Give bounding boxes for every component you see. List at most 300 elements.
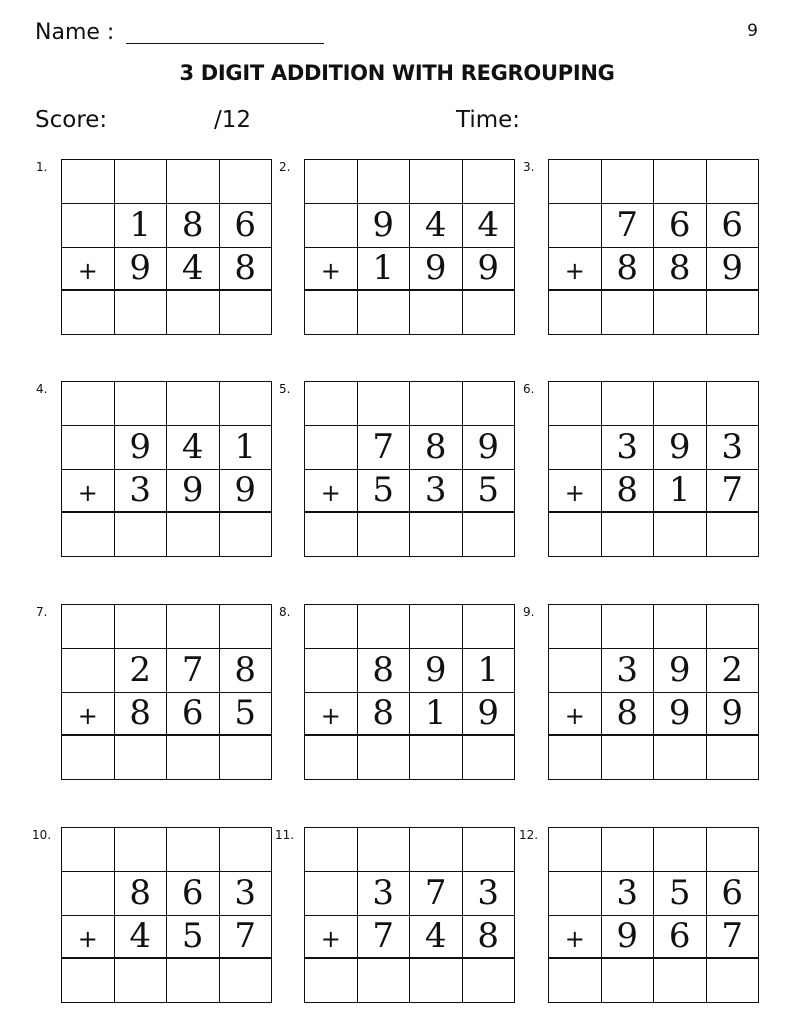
bottom-addend-digit: 7 (234, 916, 257, 957)
addend-top-cell (62, 649, 115, 693)
addend-top-cell (410, 649, 463, 693)
bottom-addend-digit: 8 (372, 693, 395, 734)
addition-problem-grid (61, 159, 272, 335)
addend-bottom-cell (707, 916, 760, 960)
answer-box[interactable] (167, 513, 220, 557)
addend-top-cell (410, 872, 463, 916)
addend-bottom-cell (167, 470, 220, 514)
addend-bottom-cell (410, 470, 463, 514)
addend-top-cell (463, 426, 516, 470)
carry-box[interactable] (463, 160, 516, 204)
addend-bottom-cell (654, 916, 707, 960)
addend-top-cell (358, 426, 411, 470)
addend-top-cell (410, 204, 463, 248)
top-addend-digit: 7 (616, 205, 639, 246)
addend-top-cell (115, 649, 168, 693)
carry-box[interactable] (463, 382, 516, 426)
addend-bottom-cell (707, 470, 760, 514)
addition-problem-grid (548, 381, 759, 557)
answer-box[interactable] (602, 959, 655, 1003)
carry-box[interactable] (167, 160, 220, 204)
problem-number: 12. (519, 828, 539, 842)
top-addend-digit: 3 (616, 650, 639, 691)
addition-problem-grid (304, 159, 515, 335)
answer-box[interactable] (115, 736, 168, 780)
carry-box[interactable] (602, 605, 655, 649)
addend-top-cell (707, 872, 760, 916)
addition-problem-grid (61, 827, 272, 1003)
answer-box[interactable] (167, 736, 220, 780)
top-addend-digit: 7 (372, 427, 395, 468)
top-addend-digit: 6 (234, 205, 257, 246)
addend-top-cell (358, 872, 411, 916)
plus-sign: + (564, 257, 585, 286)
bottom-addend-digit: 7 (372, 916, 395, 957)
problem-number: 8. (279, 605, 291, 619)
addend-top-cell (115, 426, 168, 470)
addend-bottom-cell (62, 916, 115, 960)
bottom-addend-digit: 7 (721, 916, 744, 957)
problem-number: 10. (32, 828, 52, 842)
addition-problem-grid (304, 827, 515, 1003)
carry-box[interactable] (305, 160, 358, 204)
answer-box[interactable] (602, 513, 655, 557)
problem-number: 7. (36, 605, 48, 619)
top-addend-digit: 9 (424, 650, 447, 691)
addend-bottom-cell (220, 248, 273, 292)
answer-box[interactable] (358, 291, 411, 335)
top-addend-digit: 8 (234, 650, 257, 691)
top-addend-digit: 3 (234, 873, 257, 914)
bottom-addend-digit: 4 (181, 248, 204, 289)
addend-top-cell (167, 649, 220, 693)
carry-box[interactable] (62, 828, 115, 872)
addend-top-cell (463, 649, 516, 693)
addend-top-cell (115, 872, 168, 916)
answer-box[interactable] (602, 736, 655, 780)
problem-number: 6. (523, 382, 535, 396)
addend-top-cell (654, 649, 707, 693)
addend-bottom-cell (115, 470, 168, 514)
carry-box[interactable] (463, 605, 516, 649)
addend-bottom-cell (410, 693, 463, 737)
carry-box[interactable] (358, 828, 411, 872)
answer-box[interactable] (358, 959, 411, 1003)
top-addend-digit: 7 (424, 873, 447, 914)
answer-box[interactable] (549, 959, 602, 1003)
addend-bottom-cell (654, 693, 707, 737)
addend-bottom-cell (654, 470, 707, 514)
addend-bottom-cell (463, 248, 516, 292)
addend-bottom-cell (62, 693, 115, 737)
answer-box[interactable] (305, 736, 358, 780)
addend-bottom-cell (549, 248, 602, 292)
addend-top-cell (654, 872, 707, 916)
bottom-addend-digit: 5 (372, 470, 395, 511)
carry-box[interactable] (654, 605, 707, 649)
addend-top-cell (305, 872, 358, 916)
plus-sign: + (77, 925, 98, 954)
addend-bottom-cell (167, 693, 220, 737)
top-addend-digit: 9 (668, 427, 691, 468)
addend-bottom-cell (305, 470, 358, 514)
carry-box[interactable] (549, 828, 602, 872)
top-addend-digit: 7 (181, 650, 204, 691)
addend-bottom-cell (549, 916, 602, 960)
top-addend-digit: 9 (129, 427, 152, 468)
addend-top-cell (463, 204, 516, 248)
top-addend-digit: 3 (616, 873, 639, 914)
carry-box[interactable] (654, 382, 707, 426)
answer-box[interactable] (115, 959, 168, 1003)
worksheet-title: 3 DIGIT ADDITION WITH REGROUPING (179, 61, 615, 85)
addend-bottom-cell (167, 916, 220, 960)
addend-top-cell (654, 426, 707, 470)
addend-bottom-cell (220, 470, 273, 514)
addend-top-cell (410, 426, 463, 470)
addition-problem-grid (304, 604, 515, 780)
bottom-addend-digit: 1 (424, 693, 447, 734)
bottom-addend-digit: 9 (477, 693, 500, 734)
plus-sign: + (320, 925, 341, 954)
answer-box[interactable] (463, 513, 516, 557)
answer-box[interactable] (358, 736, 411, 780)
addend-bottom-cell (463, 693, 516, 737)
plus-sign: + (320, 479, 341, 508)
addend-top-cell (602, 204, 655, 248)
addend-top-cell (549, 872, 602, 916)
bottom-addend-digit: 8 (616, 693, 639, 734)
addend-top-cell (654, 204, 707, 248)
plus-sign: + (320, 257, 341, 286)
name-label: Name : (35, 20, 115, 45)
addend-bottom-cell (62, 248, 115, 292)
addend-bottom-cell (62, 470, 115, 514)
carry-box[interactable] (549, 605, 602, 649)
time-label: Time: (456, 107, 521, 133)
bottom-addend-digit: 8 (129, 693, 152, 734)
bottom-addend-digit: 5 (181, 916, 204, 957)
plus-sign: + (77, 702, 98, 731)
carry-box[interactable] (410, 160, 463, 204)
carry-box[interactable] (707, 605, 760, 649)
carry-box[interactable] (115, 382, 168, 426)
bottom-addend-digit: 9 (181, 470, 204, 511)
carry-box[interactable] (305, 382, 358, 426)
top-addend-digit: 3 (372, 873, 395, 914)
addend-top-cell (62, 872, 115, 916)
carry-box[interactable] (167, 382, 220, 426)
answer-box[interactable] (654, 513, 707, 557)
answer-box[interactable] (410, 513, 463, 557)
problem-number: 3. (523, 160, 535, 174)
answer-box[interactable] (410, 736, 463, 780)
top-addend-digit: 9 (477, 427, 500, 468)
bottom-addend-digit: 7 (721, 470, 744, 511)
carry-box[interactable] (654, 828, 707, 872)
addition-problem-grid (61, 381, 272, 557)
carry-box[interactable] (115, 605, 168, 649)
top-addend-digit: 1 (129, 205, 152, 246)
carry-box[interactable] (410, 828, 463, 872)
problem-number: 9. (523, 605, 535, 619)
addend-bottom-cell (305, 916, 358, 960)
score-label: Score: (35, 107, 108, 133)
carry-box[interactable] (707, 828, 760, 872)
page-number: 9 (747, 21, 758, 41)
addend-top-cell (549, 649, 602, 693)
plus-sign: + (564, 702, 585, 731)
addend-top-cell (358, 649, 411, 693)
answer-box[interactable] (62, 736, 115, 780)
carry-box[interactable] (549, 160, 602, 204)
addend-top-cell (62, 426, 115, 470)
addend-bottom-cell (358, 470, 411, 514)
addend-bottom-cell (115, 248, 168, 292)
top-addend-digit: 3 (721, 427, 744, 468)
bottom-addend-digit: 5 (477, 470, 500, 511)
top-addend-digit: 1 (477, 650, 500, 691)
plus-sign: + (564, 925, 585, 954)
addend-top-cell (707, 426, 760, 470)
carry-box[interactable] (358, 605, 411, 649)
bottom-addend-digit: 9 (668, 693, 691, 734)
addition-problem-grid (548, 604, 759, 780)
addend-top-cell (358, 204, 411, 248)
carry-box[interactable] (707, 382, 760, 426)
plus-sign: + (77, 479, 98, 508)
addend-top-cell (305, 426, 358, 470)
answer-box[interactable] (654, 736, 707, 780)
carry-box[interactable] (305, 605, 358, 649)
bottom-addend-digit: 8 (668, 248, 691, 289)
addend-top-cell (707, 204, 760, 248)
addend-bottom-cell (602, 470, 655, 514)
addend-bottom-cell (358, 248, 411, 292)
addend-bottom-cell (115, 693, 168, 737)
answer-box[interactable] (549, 513, 602, 557)
addend-bottom-cell (220, 916, 273, 960)
top-addend-digit: 5 (668, 873, 691, 914)
answer-box[interactable] (707, 736, 760, 780)
addend-top-cell (62, 204, 115, 248)
addend-top-cell (549, 426, 602, 470)
name-blank-line[interactable] (126, 43, 324, 44)
top-addend-digit: 8 (424, 427, 447, 468)
addend-top-cell (220, 426, 273, 470)
addend-top-cell (305, 204, 358, 248)
carry-box[interactable] (62, 382, 115, 426)
addend-bottom-cell (463, 470, 516, 514)
plus-sign: + (77, 257, 98, 286)
addend-bottom-cell (602, 693, 655, 737)
bottom-addend-digit: 4 (424, 916, 447, 957)
addend-bottom-cell (358, 916, 411, 960)
addend-bottom-cell (305, 248, 358, 292)
carry-box[interactable] (305, 828, 358, 872)
addend-top-cell (707, 649, 760, 693)
addend-bottom-cell (115, 916, 168, 960)
answer-box[interactable] (62, 959, 115, 1003)
carry-box[interactable] (358, 382, 411, 426)
top-addend-digit: 8 (129, 873, 152, 914)
carry-box[interactable] (115, 828, 168, 872)
bottom-addend-digit: 1 (372, 248, 395, 289)
carry-box[interactable] (602, 382, 655, 426)
bottom-addend-digit: 8 (234, 248, 257, 289)
top-addend-digit: 2 (721, 650, 744, 691)
carry-box[interactable] (410, 605, 463, 649)
addend-top-cell (167, 426, 220, 470)
addend-bottom-cell (707, 693, 760, 737)
problem-number: 4. (36, 382, 48, 396)
bottom-addend-digit: 5 (234, 693, 257, 734)
score-total: /12 (214, 107, 252, 133)
addend-top-cell (602, 649, 655, 693)
answer-box[interactable] (549, 291, 602, 335)
top-addend-digit: 2 (129, 650, 152, 691)
addition-problem-grid (548, 827, 759, 1003)
addend-bottom-cell (358, 693, 411, 737)
top-addend-digit: 6 (721, 205, 744, 246)
answer-box[interactable] (305, 291, 358, 335)
answer-box[interactable] (707, 291, 760, 335)
addend-bottom-cell (410, 248, 463, 292)
carry-box[interactable] (549, 382, 602, 426)
answer-box[interactable] (654, 291, 707, 335)
problem-number: 1. (36, 160, 48, 174)
addend-bottom-cell (305, 693, 358, 737)
carry-box[interactable] (707, 160, 760, 204)
answer-box[interactable] (707, 959, 760, 1003)
addend-top-cell (167, 872, 220, 916)
answer-box[interactable] (707, 513, 760, 557)
addition-problem-grid (304, 381, 515, 557)
carry-box[interactable] (62, 160, 115, 204)
top-addend-digit: 1 (234, 427, 257, 468)
carry-box[interactable] (220, 382, 273, 426)
addend-bottom-cell (549, 470, 602, 514)
answer-box[interactable] (358, 513, 411, 557)
bottom-addend-digit: 8 (477, 916, 500, 957)
answer-box[interactable] (602, 291, 655, 335)
addend-bottom-cell (410, 916, 463, 960)
addend-top-cell (305, 649, 358, 693)
top-addend-digit: 9 (372, 205, 395, 246)
answer-box[interactable] (410, 959, 463, 1003)
bottom-addend-digit: 9 (721, 248, 744, 289)
addend-top-cell (220, 872, 273, 916)
bottom-addend-digit: 9 (424, 248, 447, 289)
carry-box[interactable] (463, 828, 516, 872)
bottom-addend-digit: 9 (477, 248, 500, 289)
carry-box[interactable] (62, 605, 115, 649)
carry-box[interactable] (115, 160, 168, 204)
addend-top-cell (167, 204, 220, 248)
bottom-addend-digit: 3 (424, 470, 447, 511)
answer-box[interactable] (220, 291, 273, 335)
answer-box[interactable] (62, 513, 115, 557)
answer-box[interactable] (463, 959, 516, 1003)
answer-box[interactable] (220, 959, 273, 1003)
problem-number: 11. (275, 828, 295, 842)
top-addend-digit: 6 (181, 873, 204, 914)
answer-box[interactable] (62, 291, 115, 335)
addend-bottom-cell (549, 693, 602, 737)
bottom-addend-digit: 4 (129, 916, 152, 957)
addend-bottom-cell (167, 248, 220, 292)
top-addend-digit: 9 (668, 650, 691, 691)
answer-box[interactable] (463, 736, 516, 780)
addend-top-cell (463, 872, 516, 916)
addend-top-cell (220, 649, 273, 693)
top-addend-digit: 8 (181, 205, 204, 246)
carry-box[interactable] (167, 605, 220, 649)
bottom-addend-digit: 8 (616, 248, 639, 289)
addend-bottom-cell (602, 248, 655, 292)
top-addend-digit: 6 (668, 205, 691, 246)
addend-top-cell (602, 426, 655, 470)
addend-top-cell (549, 204, 602, 248)
answer-box[interactable] (167, 959, 220, 1003)
addend-bottom-cell (220, 693, 273, 737)
answer-box[interactable] (115, 291, 168, 335)
addition-problem-grid (61, 604, 272, 780)
carry-box[interactable] (167, 828, 220, 872)
top-addend-digit: 6 (721, 873, 744, 914)
addend-bottom-cell (463, 916, 516, 960)
carry-box[interactable] (358, 160, 411, 204)
answer-box[interactable] (463, 291, 516, 335)
answer-box[interactable] (220, 513, 273, 557)
addend-top-cell (115, 204, 168, 248)
problem-number: 5. (279, 382, 291, 396)
top-addend-digit: 4 (181, 427, 204, 468)
bottom-addend-digit: 6 (181, 693, 204, 734)
answer-box[interactable] (305, 513, 358, 557)
bottom-addend-digit: 6 (668, 916, 691, 957)
carry-box[interactable] (602, 828, 655, 872)
top-addend-digit: 4 (477, 205, 500, 246)
top-addend-digit: 4 (424, 205, 447, 246)
carry-box[interactable] (220, 605, 273, 649)
bottom-addend-digit: 8 (616, 470, 639, 511)
answer-box[interactable] (305, 959, 358, 1003)
top-addend-digit: 8 (372, 650, 395, 691)
carry-box[interactable] (220, 828, 273, 872)
answer-box[interactable] (220, 736, 273, 780)
answer-box[interactable] (654, 959, 707, 1003)
bottom-addend-digit: 9 (721, 693, 744, 734)
carry-box[interactable] (410, 382, 463, 426)
bottom-addend-digit: 9 (234, 470, 257, 511)
addition-problem-grid (548, 159, 759, 335)
carry-box[interactable] (220, 160, 273, 204)
answer-box[interactable] (549, 736, 602, 780)
addend-bottom-cell (707, 248, 760, 292)
bottom-addend-digit: 9 (129, 248, 152, 289)
plus-sign: + (564, 479, 585, 508)
carry-box[interactable] (654, 160, 707, 204)
problem-number: 2. (279, 160, 291, 174)
carry-box[interactable] (602, 160, 655, 204)
addend-top-cell (220, 204, 273, 248)
bottom-addend-digit: 3 (129, 470, 152, 511)
answer-box[interactable] (115, 513, 168, 557)
bottom-addend-digit: 1 (668, 470, 691, 511)
answer-box[interactable] (167, 291, 220, 335)
answer-box[interactable] (410, 291, 463, 335)
